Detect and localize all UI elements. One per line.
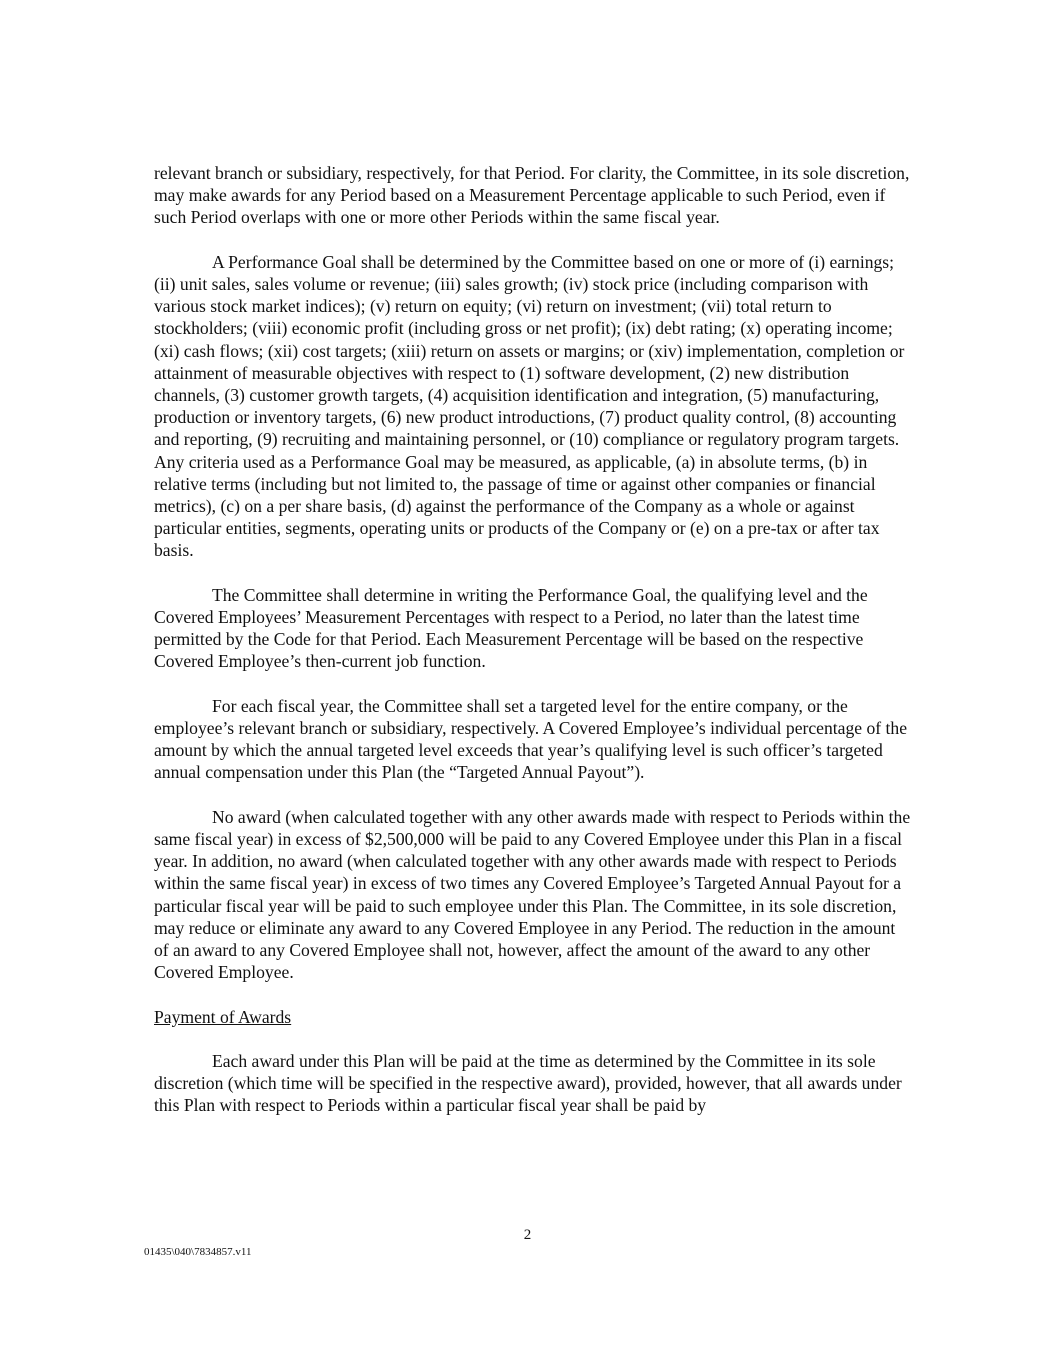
paragraph-payment-of-awards: Each award under this Plan will be paid at the time as determined by the Committee in its sole discretion (which time will be specified in the respective award), provided, however, that all awards under this Plan with respect to Periods within a particular fiscal year shall be paid by bbox=[154, 1051, 902, 1116]
paragraph-targeted-level: For each fiscal year, the Committee shall set a targeted level for the entire company, or the employee’s relevant branch or subsidiary, respectively. A Covered Employee’s individual percentage of the amount by which the annual targeted level exceeds that year’s qualifying level is such officer’s targeted annual compensation under this Plan (the “Targeted Annual Payout”). bbox=[154, 695, 908, 783]
document-body bbox=[154, 162, 914, 1139]
paragraph-award-limit: No award (when calculated together with any other awards made with respect to Periods within the same fiscal year) in excess of $2,500,000 will be paid to any Covered Employee under this Plan in a fiscal year. In addition, no award (when calculated together with any other awards made with respect to Periods within the same fiscal year) in excess of two times any Covered Employee’s Targeted Annual Payout for a particular fiscal year will be paid to such employee under this Plan. The Committee, in its sole discretion, may reduce or eliminate any award to any Covered Employee in any Period. The reduction in the amount of an award to any Covered Employee shall not, however, affect the amount of the award to any other Covered Employee. bbox=[154, 806, 911, 983]
paragraph-performance-goal: A Performance Goal shall be determined by the Committee based on one or more of (i) earnings; (ii) unit sales, sales volume or revenue; (iii) sales growth; (iv) stock price (including comparison with various stock market indices); (v) return on equity; (vi) return on investment; (vii) total return to stockholders; (viii) economic profit (including gross or net profit); (ix) debt rating; (x) operating income; (xi) cash flows; (xii) cost targets; (xiii) return on assets or margins; or (xiv) implementation, completion or attainment of measurable objectives with respect to (1) software development, (2) new distribution channels, (3) customer growth targets, (4) acquisition identification and integration, (5) manufacturing, production or inventory targets, (6) new product introductions, (7) product quality control, (8) accounting and reporting, (9) recruiting and maintaining personnel, or (10) compliance or regulatory program targets. Any criteria used as a Performance Goal may be measured, as applicable, (a) in absolute terms, (b) in relative terms (including but not limited to, the passage of time or against other companies or financial metrics), (c) on a per share basis, (d) against the performance of the Company as a whole or against particular entities, segments, operating units or products of the Company or (e) on a pre-tax or after tax basis. bbox=[154, 251, 905, 561]
section-heading-payment-of-awards: Payment of Awards bbox=[154, 1006, 292, 1027]
page-number: 2 bbox=[523, 1227, 532, 1243]
paragraph-committee-determination: The Committee shall determine in writing the Performance Goal, the qualifying level and the Covered Employees’ Measurement Percentages with respect to a Period, no later than the latest time permitted by the Code for that Period. Each Measurement Percentage will be based on the respective Covered Employee’s then-current job function. bbox=[154, 584, 868, 672]
document-id: 01435\040\7834857.v11 bbox=[144, 1246, 252, 1258]
paragraph-continuation: relevant branch or subsidiary, respectively, for that Period. For clarity, the Committee, in its sole discretion, may make awards for any Period based on a Measurement Percentage applicable to such Period, even if such Period overlaps with one or more other Periods within the same fiscal year. bbox=[154, 163, 910, 228]
